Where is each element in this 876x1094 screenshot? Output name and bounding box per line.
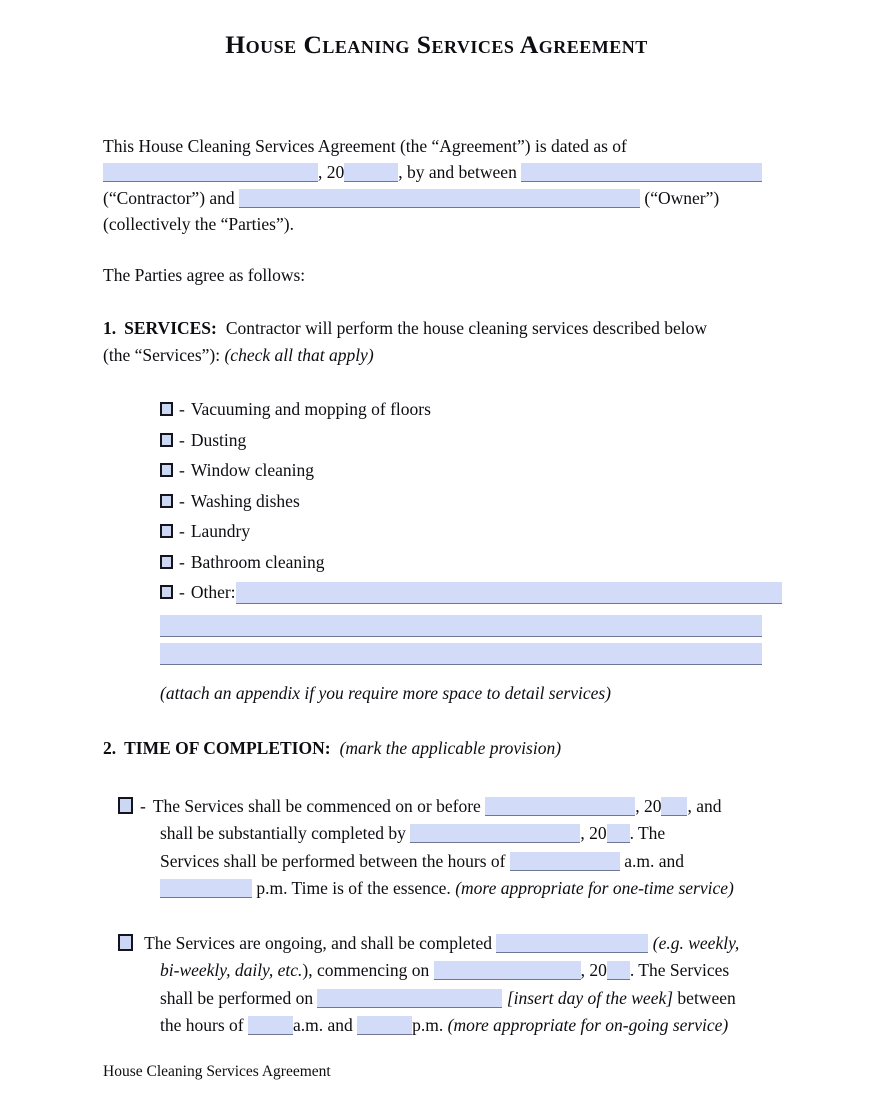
service-item-window-cleaning <box>160 460 770 480</box>
checkbox-one-time[interactable] <box>118 797 133 814</box>
ongoing-line-1 <box>118 930 770 958</box>
services-checklist <box>103 399 770 604</box>
other-services-field[interactable] <box>236 582 782 604</box>
day-of-week-field[interactable] <box>317 989 502 1008</box>
service-label-window-cleaning: Window cleaning <box>190 460 315 480</box>
intro-text-1: This House Cleaning Services Agreement (the “Agreement”) is dated as of <box>103 136 627 156</box>
ongoing-text-1a: The Services are ongoing, and shall be completed <box>144 932 493 953</box>
service-item-laundry <box>160 521 770 541</box>
appendix-note: (attach an appendix if you require more space to detail services) <box>160 682 611 703</box>
checkbox-washing-dishes[interactable] <box>160 494 173 508</box>
section-2-note: (mark the applicable provision) <box>339 737 562 758</box>
intro-line-4 <box>103 211 770 237</box>
contractor-name-field[interactable] <box>521 163 762 182</box>
end-hour-field[interactable] <box>160 879 252 898</box>
section-1-number: 1. <box>103 318 117 338</box>
one-time-text-1c: , and <box>687 795 722 816</box>
dash-separator: - <box>179 490 185 511</box>
agreement-date-field[interactable] <box>103 163 318 182</box>
frequency-field[interactable] <box>496 934 648 953</box>
one-time-line-3 <box>160 848 770 876</box>
start-hour-field[interactable] <box>510 852 620 871</box>
intro-text-owner: (“Owner”) <box>644 188 720 208</box>
ongoing-note-3: [insert day of the week] <box>506 987 674 1008</box>
ongoing-text-2a: ), commencing on <box>302 960 430 980</box>
intro-text-between: , by and between <box>398 162 517 182</box>
ongoing-text-4b: a.m. and <box>292 1015 353 1035</box>
service-label-washing-dishes: Washing dishes <box>190 490 300 511</box>
service-item-dusting <box>160 430 770 450</box>
intro-paragraph <box>103 133 770 237</box>
service-item-washing-dishes <box>160 491 770 511</box>
ongoing-commence-date-field[interactable] <box>434 961 581 980</box>
dash-separator: - <box>179 399 185 419</box>
service-item-other <box>160 582 770 604</box>
one-time-text-2c: . The <box>629 823 666 843</box>
checkbox-vacuuming[interactable] <box>160 402 173 416</box>
ongoing-text-4c: p.m. <box>412 1015 444 1035</box>
one-time-text-2a: shall be substantially completed by <box>160 823 406 843</box>
one-time-text-4a: p.m. Time is of the essence. <box>256 878 451 898</box>
provision-ongoing <box>103 930 770 1040</box>
one-time-text-2b: , 20 <box>580 823 607 843</box>
commence-date-field[interactable] <box>485 797 635 816</box>
checkbox-dusting[interactable] <box>160 433 173 447</box>
one-time-text-3a: Services shall be performed between the hours of <box>160 850 506 871</box>
service-label-vacuuming: Vacuuming and mopping of floors <box>190 399 431 419</box>
service-label-laundry: Laundry <box>190 521 251 541</box>
owner-name-field[interactable] <box>239 189 640 208</box>
ongoing-note-4: (more appropriate for on-going service) <box>447 1015 729 1035</box>
intro-text-comma20: , 20 <box>318 162 345 182</box>
ongoing-text-3b: between <box>677 987 736 1008</box>
one-time-note: (more appropriate for one-time service) <box>455 878 734 898</box>
section-1-label: SERVICES: <box>124 318 217 338</box>
dash-separator: - <box>140 795 146 816</box>
dash-separator: - <box>179 551 185 572</box>
one-time-text-1b: , 20 <box>635 795 662 816</box>
provision-one-time <box>103 793 770 903</box>
checkbox-bathroom-cleaning[interactable] <box>160 555 173 569</box>
dash-separator: - <box>179 582 185 602</box>
one-time-line-2 <box>160 820 770 848</box>
intro-line-1 <box>103 133 770 159</box>
footer-title: House Cleaning Services Agreement <box>103 1063 331 1080</box>
ongoing-line-2 <box>160 957 770 985</box>
service-item-bathroom-cleaning <box>160 552 770 572</box>
service-label-dusting: Dusting <box>190 429 247 450</box>
intro-text-collectively: (collectively the “Parties”). <box>103 214 294 234</box>
ongoing-italic-2: bi-weekly, daily, etc. <box>160 960 303 980</box>
section-1-heading <box>103 315 770 369</box>
section-2-heading <box>103 735 770 762</box>
intro-text-contractor: (“Contractor”) and <box>103 188 235 208</box>
ongoing-line-4 <box>160 1012 770 1040</box>
section-2-number: 2. <box>103 737 117 758</box>
ongoing-line-3 <box>160 985 770 1013</box>
services-detail-line-1[interactable] <box>160 615 762 637</box>
dash-separator: - <box>179 521 185 541</box>
one-time-text-3b: a.m. and <box>624 850 685 871</box>
ongoing-end-hour-field[interactable] <box>357 1016 412 1035</box>
ongoing-start-hour-field[interactable] <box>248 1016 293 1035</box>
service-item-vacuuming <box>160 399 770 419</box>
commence-year-field[interactable] <box>661 797 687 816</box>
ongoing-commence-year-field[interactable] <box>607 961 630 980</box>
section-1-lead2: (the “Services”): <box>103 345 221 365</box>
one-time-line-1 <box>118 793 770 821</box>
complete-year-field[interactable] <box>607 824 630 843</box>
ongoing-text-2b: , 20 <box>580 960 607 980</box>
complete-date-field[interactable] <box>410 824 580 843</box>
intro-line-3 <box>103 185 770 211</box>
section-2-label: TIME OF COMPLETION: <box>124 737 331 758</box>
checkbox-ongoing[interactable] <box>118 934 133 951</box>
ongoing-note-1: (e.g. weekly, <box>652 932 740 953</box>
checkbox-laundry[interactable] <box>160 524 173 538</box>
section-1-lead: Contractor will perform the house cleaning services described below <box>225 318 707 338</box>
ongoing-text-3a: shall be performed on <box>160 987 314 1008</box>
intro-line-2 <box>103 159 770 185</box>
parties-agree-text: The Parties agree as follows: <box>103 265 306 285</box>
checkbox-window-cleaning[interactable] <box>160 463 173 477</box>
services-detail-line-2[interactable] <box>160 643 762 665</box>
one-time-line-4 <box>160 875 770 903</box>
service-label-bathroom-cleaning: Bathroom cleaning <box>190 551 325 572</box>
agreement-year-field[interactable] <box>344 163 398 182</box>
one-time-text-1a: The Services shall be commenced on or before <box>152 795 481 816</box>
checkbox-other[interactable] <box>160 585 173 599</box>
other-label: Other: <box>190 582 236 602</box>
ongoing-text-4a: the hours of <box>160 1015 244 1035</box>
section-1-note: (check all that apply) <box>224 345 374 365</box>
dash-separator: - <box>179 460 185 480</box>
ongoing-text-2c: . The Services <box>629 960 730 980</box>
page-title: House Cleaning Services Agreement <box>225 30 648 59</box>
dash-separator: - <box>179 429 185 450</box>
